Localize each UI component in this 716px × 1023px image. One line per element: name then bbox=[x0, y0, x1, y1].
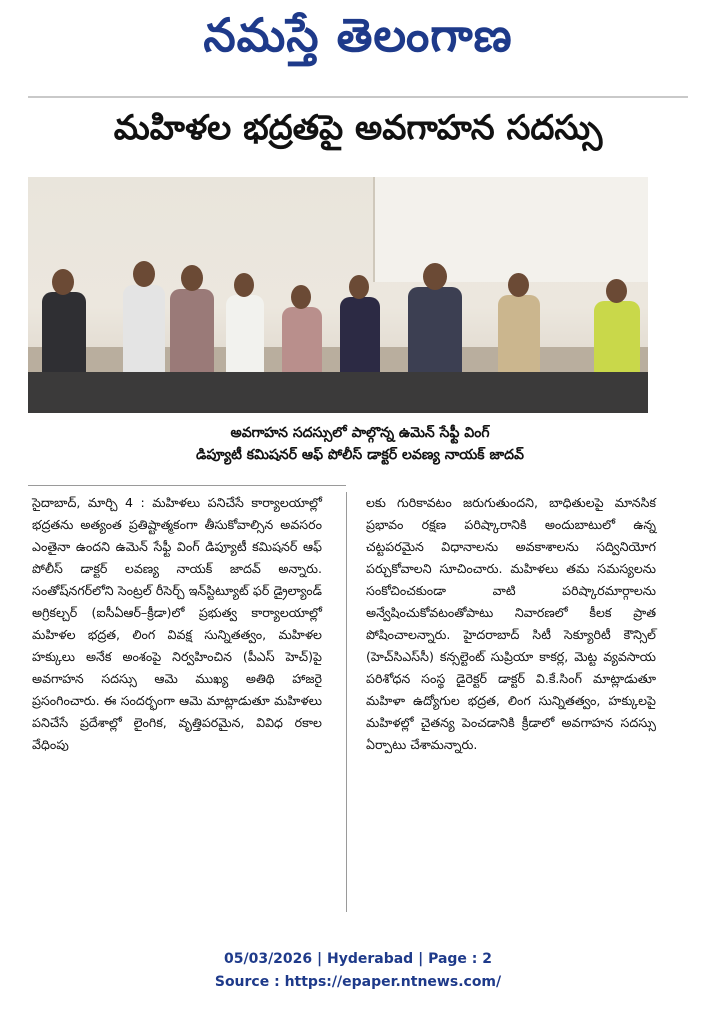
person-head bbox=[606, 279, 627, 303]
person-head bbox=[133, 261, 155, 287]
masthead-title: నమస్తే తెలంగాణ bbox=[203, 8, 513, 62]
article-text: సైదాబాద్, మార్చి 4 : మహిళలు పనిచేసే కార్యాలయాల్లో భద్రతను అత్యంత ప్రతిష్టాత్మకంగా తీసుకోవాల్సిన అవసరం ఎంతైనా ఉందని ఉమెన్ సేఫ్టీ వింగ్ డిప్యూటీ కమిషనర్ ఆఫ్ పోలీస్ డాక్టర్ లవణ్య నాయక్ జాదవ్ అన్నారు. సంతోష్‌నగర్‌లోని సెంట్రల్ రీసెర్చ్ ఇన్‌స్టిట్యూట్ ఫర్ డ్రైల్యాండ్ అగ్రికల్చర్ (ఐసీఏఆర్–క్రీడా)లో ప్రభుత్వ కార్యాలయాల్లో మహిళల భద్రత, లింగ వివక్ష సున్నితత్వం, మహిళల హక్కులు అనేక అంశంపై నిర్వహించిన (పీఎస్ హెచ్)పై అవగాహన సదస్సు ఆమె ముఖ్య అతిథి హాజరై ప్రసంగించారు. ఈ సందర్భంగా ఆమె మాట్లాడుతూ మహిళలు పనిచేసే ప్రదేశాల్లో లైంగిక, వృత్తిపరమైన, వివిధ రకాల వేధింపు bbox=[32, 495, 322, 752]
footer-source-line: Source : https://epaper.ntnews.com/ bbox=[214, 974, 502, 990]
article-column-2 bbox=[366, 492, 656, 756]
person-head bbox=[423, 263, 447, 290]
masthead-divider bbox=[28, 96, 688, 98]
person-head bbox=[508, 273, 529, 297]
masthead bbox=[0, 8, 716, 74]
footer-date-line: 05/03/2026 | Hyderabad | Page : 2 bbox=[223, 951, 493, 967]
projection-screen bbox=[373, 177, 648, 282]
person-head bbox=[349, 275, 369, 299]
article-headline: మహిళల భద్రతపై అవగాహన సదస్సు bbox=[113, 108, 603, 148]
caption-line-1: అవగాహన సదస్సులో పాల్గొన్న ఉమెన్ సేఫ్టీ వింగ్ bbox=[230, 425, 490, 441]
column-top-rule bbox=[28, 485, 346, 486]
caption-line-2: డిప్యూటీ కమిషనర్ ఆఫ్ పోలీస్ డాక్టర్ లవణ్య నాయక్ జాదవ్ bbox=[196, 447, 524, 463]
person-head bbox=[291, 285, 311, 309]
stage-table bbox=[28, 372, 648, 413]
news-photo bbox=[28, 177, 648, 413]
person-head bbox=[52, 269, 74, 295]
person-head bbox=[234, 273, 254, 297]
photo-caption bbox=[110, 422, 610, 466]
column-divider bbox=[346, 492, 347, 912]
article-column-1 bbox=[32, 492, 322, 756]
person-head bbox=[181, 265, 203, 291]
article-text: లకు గురికావటం జరుగుతుందని, బాధితులపై మానసిక ప్రభావం రక్షణ పరిష్కారానికి అందుబాటులో ఉన్న చట్టపరమైన విధానాలను అవకాశాలను సద్వినియోగ పర్చుకోవాలని సూచించారు. మహిళలు తమ సమస్యలను సంకోచించకుండా వాటి పరిష్కారమార్గాలను అన్వేషించుకోవటంతోపాటు నివారణలో కీలక ప్రాత పోషించాలన్నారు. హైదరాబాద్ సిటీ సెక్యూరిటీ కౌన్సిల్ (హెచ్‌సిఎస్‌సీ) కన్సల్టెంట్ సుప్రియా కాకర్ల, మెట్ట వ్యవసాయ పరిశోధన సంస్థ డైరెక్టర్ డాక్టర్ వి.కే.సింగ్ మాట్లాడుతూ మహిళా ఉద్యోగుల భద్రత, లింగ సున్నితత్వం, హక్కులపై మహిళల్లో చైతన్య పెంచడానికి క్రీడాలో అవగాహన సదస్సు ఏర్పాటు చేశామన్నారు. bbox=[366, 495, 656, 752]
